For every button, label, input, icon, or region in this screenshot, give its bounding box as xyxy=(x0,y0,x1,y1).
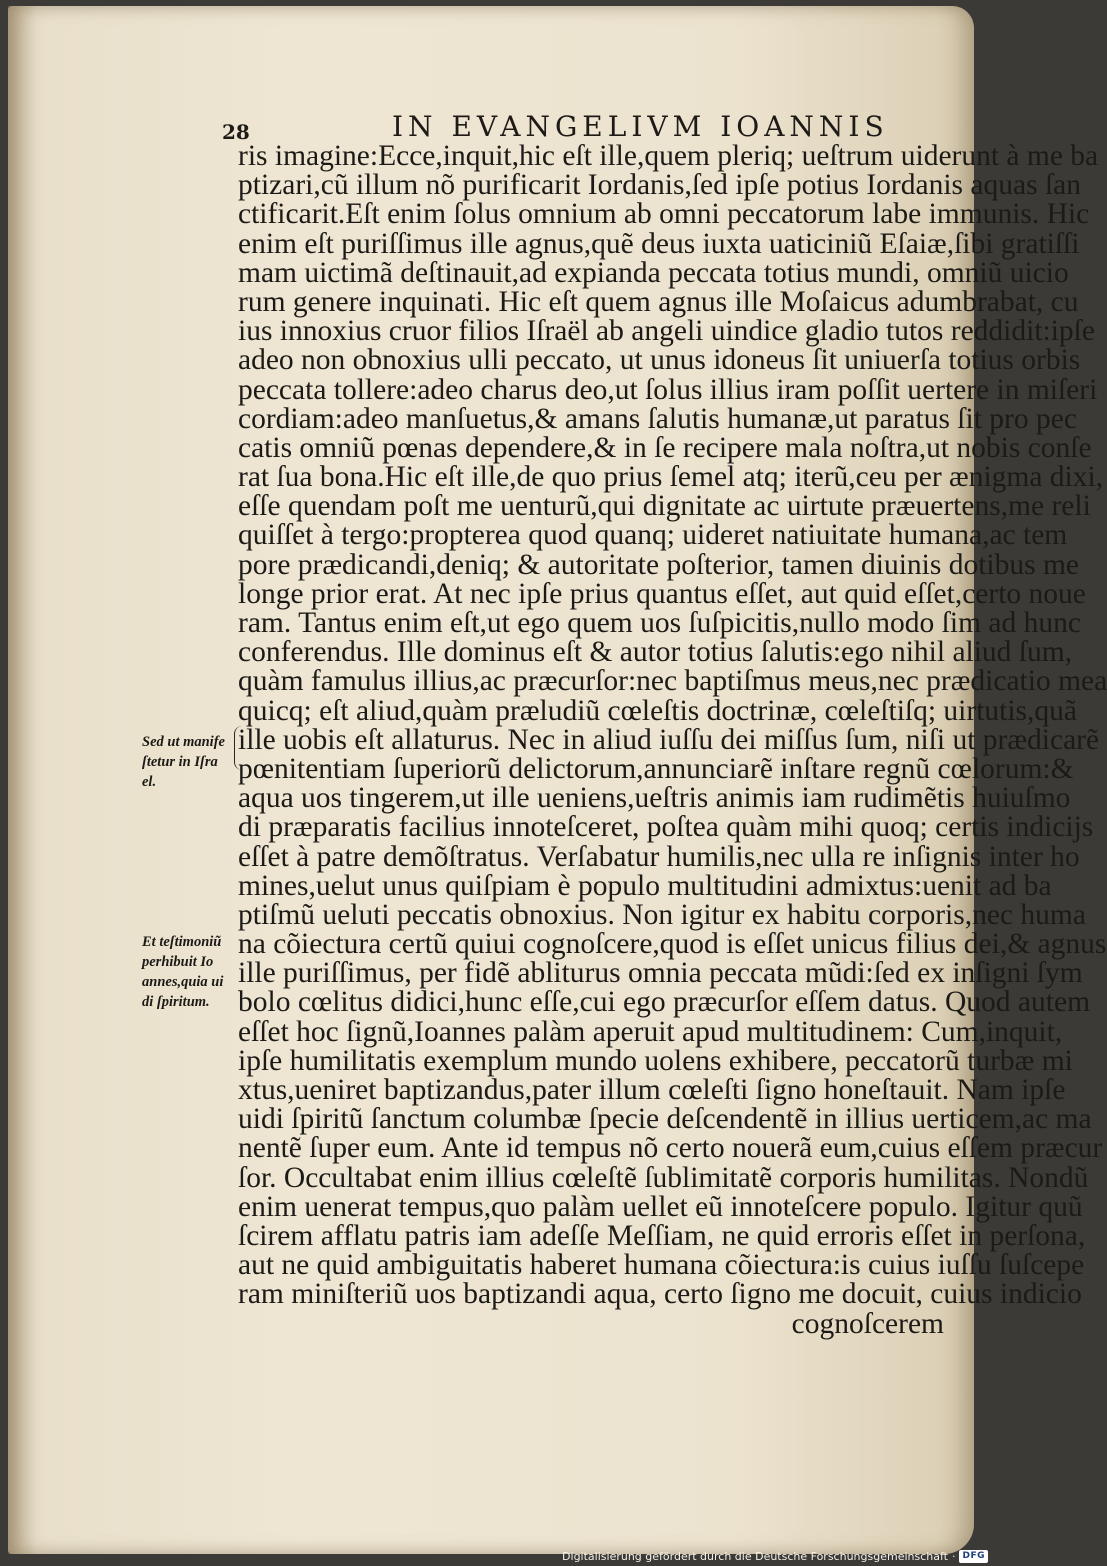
margin-note-line: Sed ut manife xyxy=(142,734,225,750)
margin-note xyxy=(142,732,238,792)
folio-number: 28 xyxy=(222,120,250,144)
text-line: ſor. Occultabat enim illius cœleſtẽ ſublimitatẽ corporis humilitas. Nondũ xyxy=(238,1161,1089,1194)
body-text xyxy=(238,140,1107,1340)
text-line: eſſe quendam poſt me uenturũ,qui dignitate ac uirtute præuertens,me reli xyxy=(238,490,1091,523)
text-line: ctificarit.Eſt enim ſolus omnium ab omni peccatorum labe immunis. Hic xyxy=(238,198,1090,231)
text-line: ram. Tantus enim eſt,ut ego quem uos ſuſpicitis,nullo modo ſim ad hunc xyxy=(238,607,1081,639)
text-line: pœnitentiam ſuperiorũ delictorum,annunciarẽ inſtare regnũ cœlorum:& xyxy=(238,752,1074,785)
margin-note-line: annes,quia ui xyxy=(142,974,224,990)
text-line: ptizari,cũ illum nõ purificarit Iordanis,ſed ipſe potius Iordanis aquas ſan xyxy=(238,169,1081,202)
digitization-footer xyxy=(562,1548,988,1564)
book-page xyxy=(8,6,1107,1554)
margin-note-line: perhibuit Io xyxy=(142,954,214,970)
text-line: enim eſt puriſſimus ille agnus,quẽ deus iuxta uaticiniũ Eſaiæ,ſibi gratiſſi xyxy=(238,227,1080,260)
margin-note-line: Et teſtimoniũ xyxy=(142,934,222,950)
footer-separator: · xyxy=(951,1549,956,1563)
text-line: ille puriſſimus, per fidẽ abliturus omnia peccata mũdi:ſed ex inſigni ſym xyxy=(238,957,1083,990)
margin-note-line: ſtetur in Iſra xyxy=(142,754,218,770)
text-line: cognoſcerem xyxy=(791,1307,944,1340)
running-head: IN EVANGELIVM IOANNIS xyxy=(392,110,889,143)
text-line: quicq; eſt aliud,quàm præludiũ cœleſtis doctrinæ, cœleſtiſq; uirtutis,quã xyxy=(238,694,1077,727)
text-line: ſcirem afflatu patris iam adeſſe Meſſiam, ne quid erroris eſſet in perſona, xyxy=(238,1219,1086,1252)
text-line: pore prædicandi,deniq; & autoritate poſterior, tamen diuinis dotibus me xyxy=(238,548,1080,581)
text-line: quàm famulus illius,ac præcurſor:nec baptiſmus meus,nec prædicatio mea xyxy=(238,665,1107,698)
text-line: quiſſet à tergo:propterea quod quanq; uideret natiuitate humana,ac tem xyxy=(238,519,1068,552)
text-line: na cõiectura certũ quiui cognoſcere,quod is eſſet unicus filius dei,& agnus xyxy=(238,928,1107,961)
text-line: ille uobis eſt allaturus. Nec in aliud iuſſu dei miſſus ſum, niſi ut prædicarẽ xyxy=(238,723,1100,756)
text-line: rum genere inquinati. Hic eſt quem agnus ille Moſaicus adumbrabat, cu xyxy=(238,285,1079,318)
text-line: di præparatis facilius innoteſceret, poſtea quàm mihi quoq; certis indicijs xyxy=(238,811,1094,844)
text-line: ius innoxius cruor filios Iſraël ab angeli uindice gladio tutos reddidit:ipſe xyxy=(238,315,1095,348)
text-line: cordiam:adeo manſuetus,& amans ſalutis humanæ,ut paratus ſit pro pec xyxy=(238,402,1077,435)
text-line: adeo non obnoxius ulli peccato, ut unus idoneus ſit uniuerſa totius orbis xyxy=(238,344,1081,377)
text-line: conferendus. Ille dominus eſt & autor totius ſalutis:ego nihil aliud ſum, xyxy=(238,636,1073,669)
text-line: ram miniſteriũ uos baptizandi aqua, certo ſigno me docuit, cuius indicio xyxy=(238,1278,1082,1311)
margin-note-line: el. xyxy=(142,774,157,790)
text-line: ris imagine:Ecce,inquit,hic eſt ille,quem pleriq; ueſtrum uiderunt à me ba xyxy=(238,140,1099,172)
text-line: catis omniũ pœnas dependere,& in ſe recipere mala noſtra,ut nobis conſe xyxy=(238,431,1092,464)
text-line: aut ne quid ambiguitatis haberet humana cõiectura:is cuius iuſſu ſuſcepe xyxy=(238,1249,1085,1282)
margin-note xyxy=(142,932,238,1012)
text-line: peccata tollere:adeo charus deo,ut ſolus illius iram poſſit uertere in miſeri xyxy=(238,373,1098,406)
text-line: aqua uos tingerem,ut ille ueniens,ueſtris animis iam rudimẽtis huiuſmo xyxy=(238,782,1071,815)
footer-text: Digitalisierung gefördert durch die Deutsche Forschungsgemeinschaft xyxy=(562,1549,948,1563)
text-line: bolo cœlitus didici,hunc eſſe,cui ego præcurſor eſſem datus. Quod autem xyxy=(238,986,1091,1019)
text-line: ptiſmũ ueluti peccatis obnoxius. Non igitur ex habitu corporis,nec huma xyxy=(238,898,1086,931)
text-line: eſſet à patre demõſtratus. Verſabatur humilis,nec ulla re inſignis inter ho xyxy=(238,840,1080,873)
text-line: longe prior erat. At nec ipſe prius quantus eſſet, aut quid eſſet,certo noue xyxy=(238,577,1086,610)
text-line: eſſet hoc ſignũ,Ioannes palàm aperuit apud multitudinem: Cum,inquit, xyxy=(238,1015,1063,1048)
text-line: uidi ſpiritũ ſanctum columbæ ſpecie deſcendentẽ in illius uerticem,ac ma xyxy=(238,1103,1092,1136)
text-line: ipſe humilitatis exemplum mundo uolens exhibere, peccatorũ turbæ mi xyxy=(238,1044,1073,1077)
text-line: nentẽ ſuper eum. Ante id tempus nõ certo nouerã eum,cuius eſſem præcur xyxy=(238,1132,1103,1165)
text-line: rat ſua bona.Hic eſt ille,de quo prius ſemel atq; iterũ,ceu per ænigma dixi, xyxy=(238,461,1104,494)
dfg-logo-icon: DFG xyxy=(959,1550,988,1563)
text-line: mam uictimã deſtinauit,ad expianda peccata totius mundi, omniũ uicio xyxy=(238,256,1069,289)
text-line: xtus,ueniret baptizandus,pater illum cœleſti ſigno honeſtauit. Nam ipſe xyxy=(238,1074,1066,1106)
margin-note-line: di ſpiritum. xyxy=(142,994,210,1010)
text-line: mines,uelut unus quiſpiam è populo multitudini admixtus:uenit ad ba xyxy=(238,869,1052,902)
text-line: enim uenerat tempus,quo palàm uellet eũ innoteſcere populo. Igitur quũ xyxy=(238,1190,1083,1223)
